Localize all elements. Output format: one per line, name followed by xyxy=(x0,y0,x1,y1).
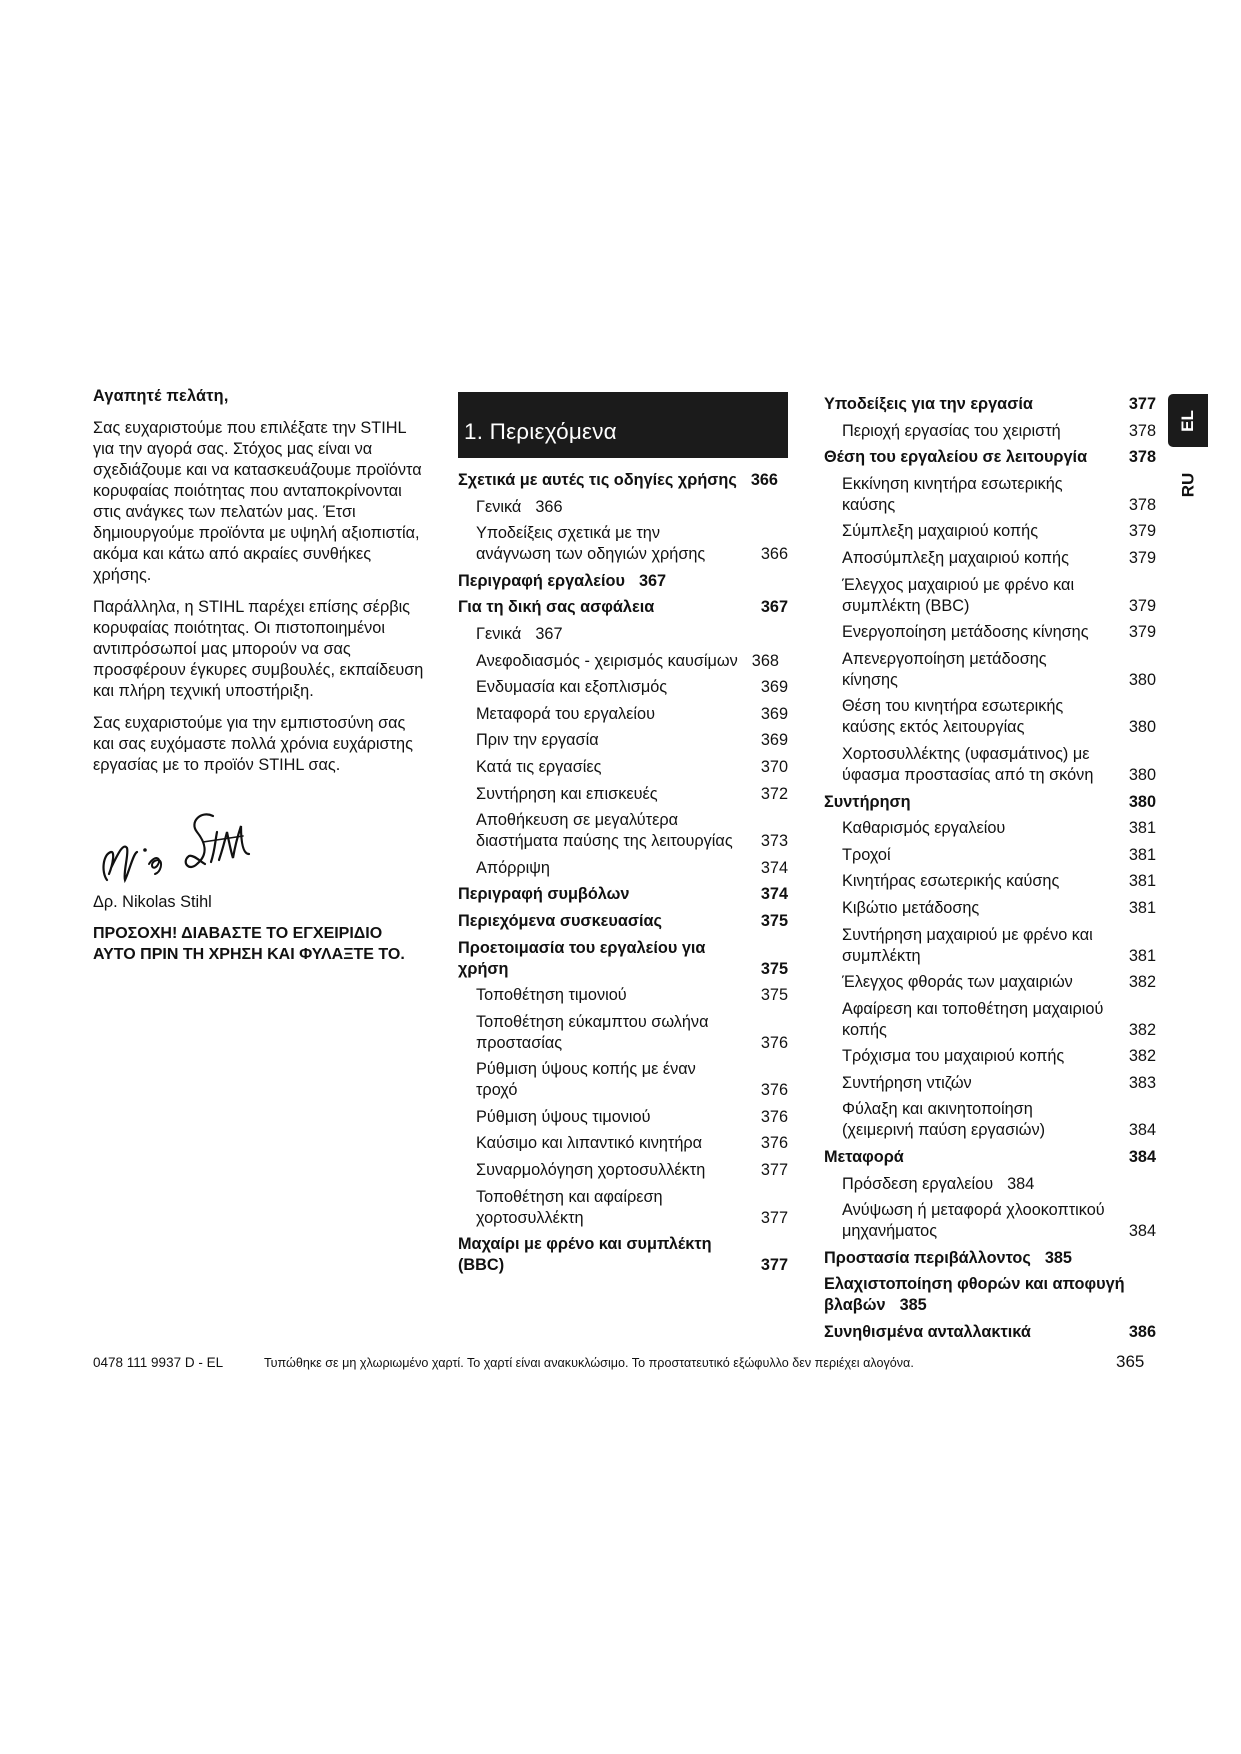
toc-entry-page: 379 xyxy=(1128,548,1156,567)
toc-subsection[interactable] xyxy=(458,1133,788,1154)
toc-entry-title: Κιβώτιο μετάδοσης xyxy=(842,898,980,917)
toc-subsection[interactable] xyxy=(458,858,788,879)
toc-section[interactable] xyxy=(458,938,788,980)
toc-entry-page: 383 xyxy=(1128,1073,1156,1092)
toc-entry-page: 382 xyxy=(1128,973,1156,992)
toc-section[interactable] xyxy=(824,1147,1156,1168)
toc-entry-title: Απόρριψη xyxy=(476,858,550,877)
toc-entry-page: 384 xyxy=(1128,1121,1156,1140)
toc-subsection[interactable] xyxy=(824,548,1156,569)
toc-subsection[interactable] xyxy=(824,1099,1156,1141)
toc-entry-page: 374 xyxy=(760,885,788,904)
toc-entry-title: Αποσύμπλεξη μαχαιριού κοπής xyxy=(842,548,1069,567)
toc-entry-title: Τοποθέτηση και αφαίρεση χορτοσυλλέκτη xyxy=(476,1187,663,1227)
toc-entry-page: 378 xyxy=(1128,448,1156,467)
toc-subsection[interactable] xyxy=(824,1073,1156,1094)
toc-subsection[interactable] xyxy=(824,871,1156,892)
toc-entry-page: 385 xyxy=(899,1296,927,1315)
toc-entry-page: 381 xyxy=(1128,946,1156,965)
toc-entry-title: Μαχαίρι με φρένο και συμπλέκτη (BBC) xyxy=(458,1235,712,1275)
toc-subsection[interactable] xyxy=(824,575,1156,617)
toc-entry-title: Ανύψωση ή μεταφορά χλοοκοπτικού μηχανήματος xyxy=(842,1201,1105,1241)
toc-entry-page: 378 xyxy=(1128,421,1156,440)
toc-subsection[interactable] xyxy=(458,1012,788,1054)
toc-subsection[interactable] xyxy=(824,898,1156,919)
toc-entry-title: Γενικά xyxy=(476,497,522,516)
toc-column-right xyxy=(824,394,1156,1349)
toc-entry-page: 384 xyxy=(1128,1148,1156,1167)
toc-entry-title: Ενδυμασία και εξοπλισμός xyxy=(476,678,668,697)
toc-entry-title: Έλεγχος μαχαιριού με φρένο και συμπλέκτη (BBC) xyxy=(842,575,1075,615)
document-code: 0478 111 9937 D - EL xyxy=(93,1355,224,1370)
signature-image xyxy=(93,802,263,890)
toc-entry-page: 381 xyxy=(1128,845,1156,864)
toc-entry-page: 369 xyxy=(760,678,788,697)
toc-entry-page: 370 xyxy=(760,757,788,776)
toc-entry-page: 379 xyxy=(1128,623,1156,642)
toc-entry-page: 380 xyxy=(1128,670,1156,689)
toc-entry-title: Θέση του εργαλείου σε λειτουργία xyxy=(824,448,1088,467)
toc-subsection[interactable] xyxy=(824,1174,1156,1195)
toc-entry-page: 382 xyxy=(1128,1047,1156,1066)
language-tab-ru[interactable] xyxy=(1168,460,1208,510)
toc-entry-title: Ανεφοδιασμός - χειρισμός καυσίμων xyxy=(476,651,738,670)
toc-entry-title: Περιεχόμενα συσκευασίας xyxy=(458,911,662,930)
toc-section[interactable] xyxy=(458,911,788,932)
toc-entry-page: 379 xyxy=(1128,522,1156,541)
toc-entry-page: 385 xyxy=(1044,1248,1072,1267)
toc-title: 1. Περιεχόμενα xyxy=(464,419,617,444)
toc-entry-title: Απενεργοποίηση μετάδοσης κίνησης xyxy=(842,649,1047,689)
toc-entry-page: 376 xyxy=(760,1081,788,1100)
toc-entry-page: 367 xyxy=(760,598,788,617)
toc-entry-title: Έλεγχος φθοράς των μαχαιριών xyxy=(842,973,1073,992)
toc-subsection[interactable] xyxy=(458,1187,788,1229)
toc-subsection[interactable] xyxy=(824,925,1156,967)
toc-entry-page: 376 xyxy=(760,1107,788,1126)
toc-subsection[interactable] xyxy=(824,649,1156,691)
toc-entry-title: Περιγραφή εργαλείου xyxy=(458,571,625,590)
toc-entry-page: 381 xyxy=(1128,898,1156,917)
toc-entry-title: Σχετικά με αυτές τις οδηγίες χρήσης xyxy=(458,471,737,489)
toc-entry-title: Τοποθέτηση εύκαμπτου σωλήνα προστασίας xyxy=(476,1012,709,1052)
toc-section[interactable] xyxy=(458,597,788,618)
toc-entry-title: Σύμπλεξη μαχαιριού κοπής xyxy=(842,522,1039,541)
toc-entry-title: Ελαχιστοποίηση φθορών και αποφυγή βλαβών xyxy=(824,1275,1125,1315)
toc-entry-title: Αφαίρεση και τοποθέτηση μαχαιριού κοπής xyxy=(842,999,1104,1039)
toc-entry-page: 369 xyxy=(760,731,788,750)
toc-subsection[interactable] xyxy=(458,523,788,565)
toc-entry-title: Θέση του κινητήρα εσωτερικής καύσης εκτός λειτουργίας xyxy=(842,697,1064,737)
toc-entry-title: Ενεργοποίηση μετάδοσης κίνησης xyxy=(842,623,1089,642)
toc-entry-title: Συντήρηση ντιζών xyxy=(842,1073,972,1092)
toc-entry-title: Τρόχισμα του μαχαιριού κοπής xyxy=(842,1047,1065,1066)
toc-entry-title: Συναρμολόγηση χορτοσυλλέκτη xyxy=(476,1161,706,1180)
toc-entry-title: Προστασία περιβάλλοντος xyxy=(824,1248,1031,1267)
toc-entry-page: 373 xyxy=(760,832,788,851)
intro-paragraph-3: Σας ευχαριστούμε για την εμπιστοσύνη σας και σας ευχόμαστε πολλά χρόνια ευχάριστης εργασίας με το προϊόν STIHL σας. xyxy=(93,714,413,774)
toc-entry-title: Για τη δική σας ασφάλεια xyxy=(458,598,655,617)
toc-entry-title: Αποθήκευση σε μεγαλύτερα διαστήματα παύσης της λειτουργίας xyxy=(476,811,733,851)
toc-section[interactable] xyxy=(458,571,788,592)
toc-entry-title: Συνηθισμένα ανταλλακτικά xyxy=(824,1323,1031,1342)
toc-entry-page: 375 xyxy=(760,959,788,978)
language-tab-el[interactable] xyxy=(1168,394,1208,447)
toc-entry-title: Γενικά xyxy=(476,624,522,643)
toc-entry-page: 367 xyxy=(535,624,563,643)
toc-entry-title: Πριν την εργασία xyxy=(476,731,599,750)
toc-subsection[interactable] xyxy=(824,696,1156,738)
toc-entry-page: 386 xyxy=(1128,1323,1156,1342)
toc-entry-page: 376 xyxy=(760,1134,788,1153)
toc-subsection[interactable] xyxy=(458,651,788,672)
intro-paragraph-2: Παράλληλα, η STIHL παρέχει επίσης σέρβις κορυφαίας ποιότητας. Οι πιστοποιημένοι αντιπρόσωποί μας μπορούν να σας προσφέρουν έγκυρες συμβουλές, εκπαίδευση και πλήρη τεχνική υποστήριξη. xyxy=(93,598,424,700)
greeting: Αγαπητέ πελάτη, xyxy=(93,387,229,405)
toc-section[interactable] xyxy=(824,394,1156,415)
toc-subsection[interactable] xyxy=(458,1107,788,1128)
toc-entry-page: 378 xyxy=(1128,495,1156,514)
toc-entry-title: Μεταφορά του εργαλείου xyxy=(476,704,655,723)
toc-entry-page: 368 xyxy=(751,651,779,670)
toc-entry-page: 381 xyxy=(1128,819,1156,838)
toc-section[interactable] xyxy=(824,1248,1156,1269)
toc-entry-page: 384 xyxy=(1128,1222,1156,1241)
toc-subsection[interactable] xyxy=(824,845,1156,866)
toc-entry-page: 377 xyxy=(1128,395,1156,413)
toc-subsection[interactable] xyxy=(824,972,1156,993)
toc-subsection[interactable] xyxy=(824,999,1156,1041)
toc-section[interactable] xyxy=(458,1234,788,1276)
toc-section[interactable] xyxy=(824,1274,1156,1316)
toc-title-box xyxy=(458,392,788,458)
toc-entry-page: 379 xyxy=(1128,596,1156,615)
toc-subsection[interactable] xyxy=(458,1160,788,1181)
toc-entry-title: Εκκίνηση κινητήρα εσωτερικής καύσης xyxy=(842,474,1063,514)
toc-entry-page: 380 xyxy=(1128,765,1156,784)
toc-entry-title: Ρύθμιση ύψους τιμονιού xyxy=(476,1107,651,1126)
toc-entry-page: 369 xyxy=(760,704,788,723)
language-tab-el-label: EL xyxy=(1177,409,1197,432)
toc-entry-title: Συντήρηση και επισκευές xyxy=(476,784,658,803)
toc-entry-page: 366 xyxy=(535,497,563,516)
intro-letter xyxy=(93,386,428,965)
toc-subsection[interactable] xyxy=(458,730,788,751)
toc-subsection[interactable] xyxy=(458,704,788,725)
toc-subsection[interactable] xyxy=(458,985,788,1006)
warning-notice: ΠΡΟΣΟΧΗ! ΔΙΑΒΑΣΤΕ ΤΟ ΕΓΧΕΙΡΙΔΙΟ ΑΥΤΟ ΠΡΙΝ ΤΗ ΧΡΗΣΗ ΚΑΙ ΦΥΛΑΞΤΕ ΤΟ. xyxy=(93,925,405,963)
toc-entry-title: Περιγραφή συμβόλων xyxy=(458,885,630,904)
toc-entry-page: 375 xyxy=(760,986,788,1005)
toc-entry-title: Καθαρισμός εργαλείου xyxy=(842,819,1006,838)
toc-entry-page: 374 xyxy=(760,858,788,877)
toc-section[interactable] xyxy=(458,884,788,905)
toc-section[interactable] xyxy=(824,447,1156,468)
toc-subsection[interactable] xyxy=(458,677,788,698)
toc-subsection[interactable] xyxy=(458,784,788,805)
toc-entry-page: 381 xyxy=(1128,872,1156,891)
toc-section[interactable] xyxy=(458,470,788,491)
toc-entry-title: Συντήρηση xyxy=(824,792,911,811)
language-tab-ru-label: RU xyxy=(1178,472,1197,498)
toc-entry-title: Υποδείξεις για την εργασία xyxy=(824,395,1033,413)
toc-entry-title: Ρύθμιση ύψους κοπής με έναν τροχό xyxy=(476,1060,696,1100)
toc-entry-title: Υποδείξεις σχετικά με την ανάγνωση των οδηγιών χρήσης xyxy=(476,524,706,564)
toc-entry-title: Κινητήρας εσωτερικής καύσης xyxy=(842,872,1060,891)
toc-subsection[interactable] xyxy=(824,1046,1156,1067)
toc-column-left xyxy=(458,392,788,1282)
toc-entry-page: 380 xyxy=(1128,792,1156,811)
toc-entry-page: 366 xyxy=(760,545,788,564)
toc-entry-page: 377 xyxy=(760,1161,788,1180)
toc-entry-page: 375 xyxy=(760,911,788,930)
toc-list-right xyxy=(824,394,1156,1343)
toc-section[interactable] xyxy=(824,1322,1156,1343)
page-number: 365 xyxy=(1116,1352,1145,1371)
toc-subsection[interactable] xyxy=(824,818,1156,839)
toc-entry-page: 376 xyxy=(760,1033,788,1052)
toc-entry-page: 377 xyxy=(760,1208,788,1227)
paper-note: Τυπώθηκε σε μη χλωριωμένο χαρτί. Το χαρτί είναι ανακυκλώσιμο. Το προστατευτικό εξώφυλλο δεν περιέχει αλογόνα. xyxy=(264,1356,914,1370)
toc-entry-page: 372 xyxy=(760,784,788,803)
toc-entry-title: Χορτοσυλλέκτης (υφασμάτινος) με ύφασμα προστασίας από τη σκόνη xyxy=(842,744,1094,784)
toc-subsection[interactable] xyxy=(824,1200,1156,1242)
toc-subsection[interactable] xyxy=(458,810,788,852)
toc-subsection[interactable] xyxy=(824,421,1156,442)
toc-subsection[interactable] xyxy=(824,744,1156,786)
toc-entry-title: Πρόσδεση εργαλείου xyxy=(842,1174,994,1193)
toc-entry-title: Περιοχή εργασίας του χειριστή xyxy=(842,421,1061,440)
toc-entry-title: Φύλαξη και ακινητοποίηση (χειμερινή παύση εργασιών) xyxy=(842,1100,1046,1140)
toc-subsection[interactable] xyxy=(824,521,1156,542)
toc-entry-title: Προετοιμασία του εργαλείου για χρήση xyxy=(458,938,706,978)
toc-entry-page: 377 xyxy=(760,1256,788,1275)
toc-subsection[interactable] xyxy=(824,474,1156,516)
toc-subsection[interactable] xyxy=(458,497,788,518)
toc-entry-title: Μεταφορά xyxy=(824,1148,904,1167)
toc-subsection[interactable] xyxy=(824,622,1156,643)
toc-section[interactable] xyxy=(824,792,1156,813)
toc-entry-page: 380 xyxy=(1128,718,1156,737)
toc-entry-page: 366 xyxy=(750,471,778,489)
toc-entry-title: Κατά τις εργασίες xyxy=(476,757,602,776)
toc-entry-page: 382 xyxy=(1128,1020,1156,1039)
toc-subsection[interactable] xyxy=(458,1059,788,1101)
toc-entry-page: 367 xyxy=(638,571,667,590)
toc-entry-title: Καύσιμο και λιπαντικό κινητήρα xyxy=(476,1134,703,1153)
intro-paragraph-1: Σας ευχαριστούμε που επιλέξατε την STIHL για την αγορά σας. Στόχος μας είναι να σχεδιάζουμε και να κατασκευάζουμε προϊόντα κορυφαίας ποιότητας που ανταποκρίνονται στις ανάγκες των πελατών μας. Έτσι δημιουργούμε προϊόντα με υψηλή αξιοπιστία, ακόμα και κάτω από ακραίες συνθήκες χρήσης. xyxy=(93,419,422,584)
toc-subsection[interactable] xyxy=(458,757,788,778)
toc-entry-title: Συντήρηση μαχαιριού με φρένο και συμπλέκτη xyxy=(842,925,1093,965)
toc-list-left xyxy=(458,470,788,1276)
toc-entry-title: Τοποθέτηση τιμονιού xyxy=(476,986,627,1005)
toc-entry-page: 384 xyxy=(1007,1174,1035,1193)
toc-subsection[interactable] xyxy=(458,624,788,645)
signer-name: Δρ. Nikolas Stihl xyxy=(93,893,212,911)
toc-entry-title: Τροχοί xyxy=(842,845,891,864)
